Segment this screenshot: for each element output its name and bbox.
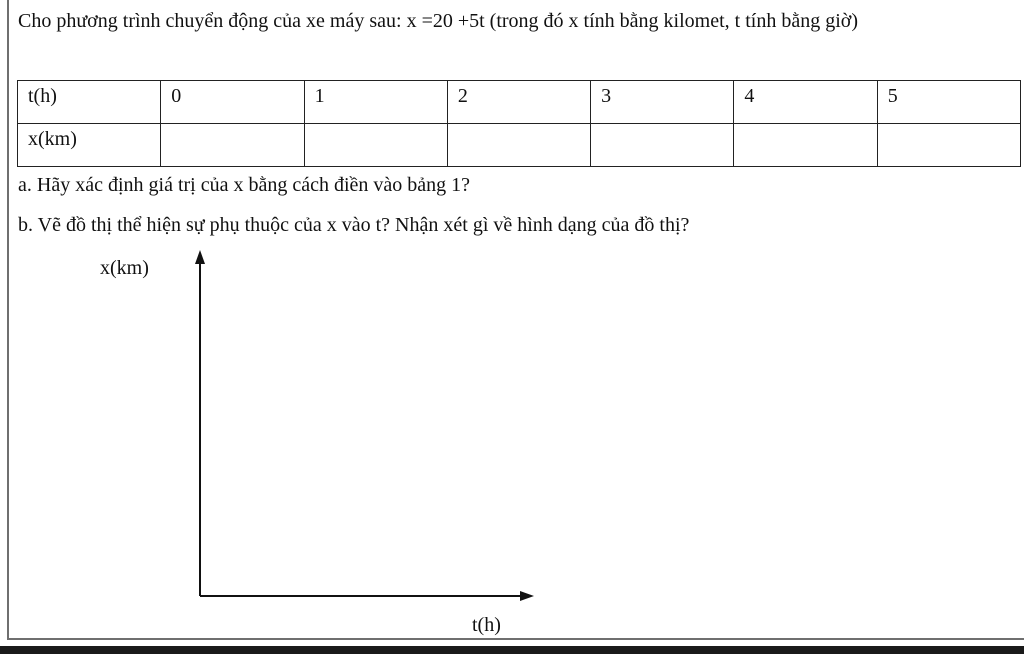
question-a: a. Hãy xác định giá trị của x bằng cách điền vào bảng 1? — [18, 174, 471, 196]
table-cell-t-3: 3 — [591, 81, 734, 124]
x-axis-arrow-icon — [520, 591, 534, 601]
table-cell-t-1: 1 — [304, 81, 447, 124]
problem-statement: Cho phương trình chuyển động của xe máy sau: x =20 +5t (trong đó x tính bằng kilomet, t tính bằng giờ) — [18, 10, 858, 32]
table-cell-t-label: t(h) — [18, 81, 161, 124]
y-axis-label: x(km) — [100, 257, 149, 279]
table-cell-t-0: 0 — [161, 81, 304, 124]
question-b: b. Vẽ đồ thị thể hiện sự phụ thuộc của x vào t? Nhận xét gì về hình dạng của đồ thị? — [18, 214, 690, 236]
y-axis-arrow-icon — [195, 250, 205, 264]
x-axis-label: t(h) — [472, 614, 501, 636]
table-cell-t-2: 2 — [447, 81, 590, 124]
table-cell-t-4: 4 — [734, 81, 877, 124]
table-cell-x-label: x(km) — [18, 124, 161, 167]
table-cell-t-5: 5 — [877, 81, 1020, 124]
